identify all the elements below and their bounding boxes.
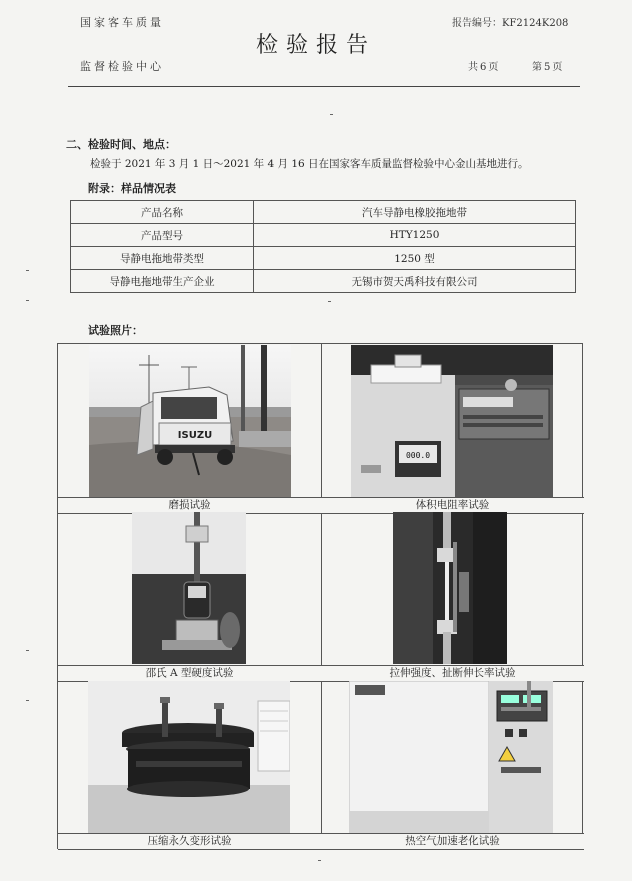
scan-speck [318, 860, 321, 861]
photo-cell-compression [58, 680, 321, 850]
page-number: 第5页 [532, 62, 565, 73]
table-row [71, 247, 576, 270]
row-label: 产品名称 [71, 201, 254, 224]
table-row [71, 270, 576, 293]
photo-caption: 压缩永久变形试验 [58, 833, 321, 850]
photo-cell-abrasion [58, 344, 321, 512]
photo-caption: 热空气加速老化试验 [321, 833, 584, 850]
total-pages: 共6页 [468, 62, 501, 73]
sample-info-table [70, 200, 576, 293]
scan-speck [328, 301, 331, 302]
compression-test-photo [88, 681, 290, 833]
photo-grid [57, 343, 583, 849]
section-heading: 二、检验时间、地点： [66, 138, 176, 151]
meter-reading: 000.0 [405, 451, 431, 460]
tensile-test-photo [393, 512, 507, 664]
truck-logo: ISUZU [177, 430, 213, 441]
report-number: 报告编号：KF2124K208 [452, 18, 569, 29]
scan-speck [26, 700, 29, 701]
photo-cell-hardness [58, 512, 321, 680]
abrasion-test-photo [89, 345, 291, 497]
header-rule [68, 86, 580, 87]
table-row [71, 201, 576, 224]
scan-speck [26, 300, 29, 301]
photo-caption: 磨损试验 [58, 497, 321, 514]
row-value: 1250 型 [254, 247, 576, 270]
org-name-line1: 国家客车质量 [80, 16, 164, 29]
table-row [71, 224, 576, 247]
row-value: 无锡市贺天禹科技有限公司 [254, 270, 576, 293]
photo-caption: 拉伸强度、扯断伸长率试验 [321, 665, 584, 682]
row-label: 产品型号 [71, 224, 254, 247]
resistivity-test-photo [351, 345, 553, 497]
scan-speck [26, 650, 29, 651]
photo-caption: 邵氏 A 型硬度试验 [58, 665, 321, 682]
aging-test-photo [349, 681, 553, 833]
photos-title: 试验照片： [88, 324, 143, 337]
section-text: 检验于 2021 年 3 月 1 日～2021 年 4 月 16 日在国家客车质量监督检验中心金山基地进行。 [90, 158, 529, 170]
appendix-title: 附录：样品情况表 [88, 182, 176, 195]
row-value: HTY1250 [254, 224, 576, 247]
org-name-line2: 监督检验中心 [80, 60, 164, 73]
row-label: 导静电拖地带生产企业 [71, 270, 254, 293]
scan-speck [26, 270, 29, 271]
scan-speck [330, 114, 333, 115]
report-title: 检验报告 [255, 33, 376, 58]
photo-cell-tensile [321, 512, 584, 680]
photo-cell-resistivity [321, 344, 584, 512]
photo-caption: 体积电阻率试验 [321, 497, 584, 514]
row-label: 导静电拖地带类型 [71, 247, 254, 270]
hardness-test-photo [132, 512, 246, 664]
photo-cell-aging [321, 680, 584, 850]
row-value: 汽车导静电橡胶拖地带 [254, 201, 576, 224]
